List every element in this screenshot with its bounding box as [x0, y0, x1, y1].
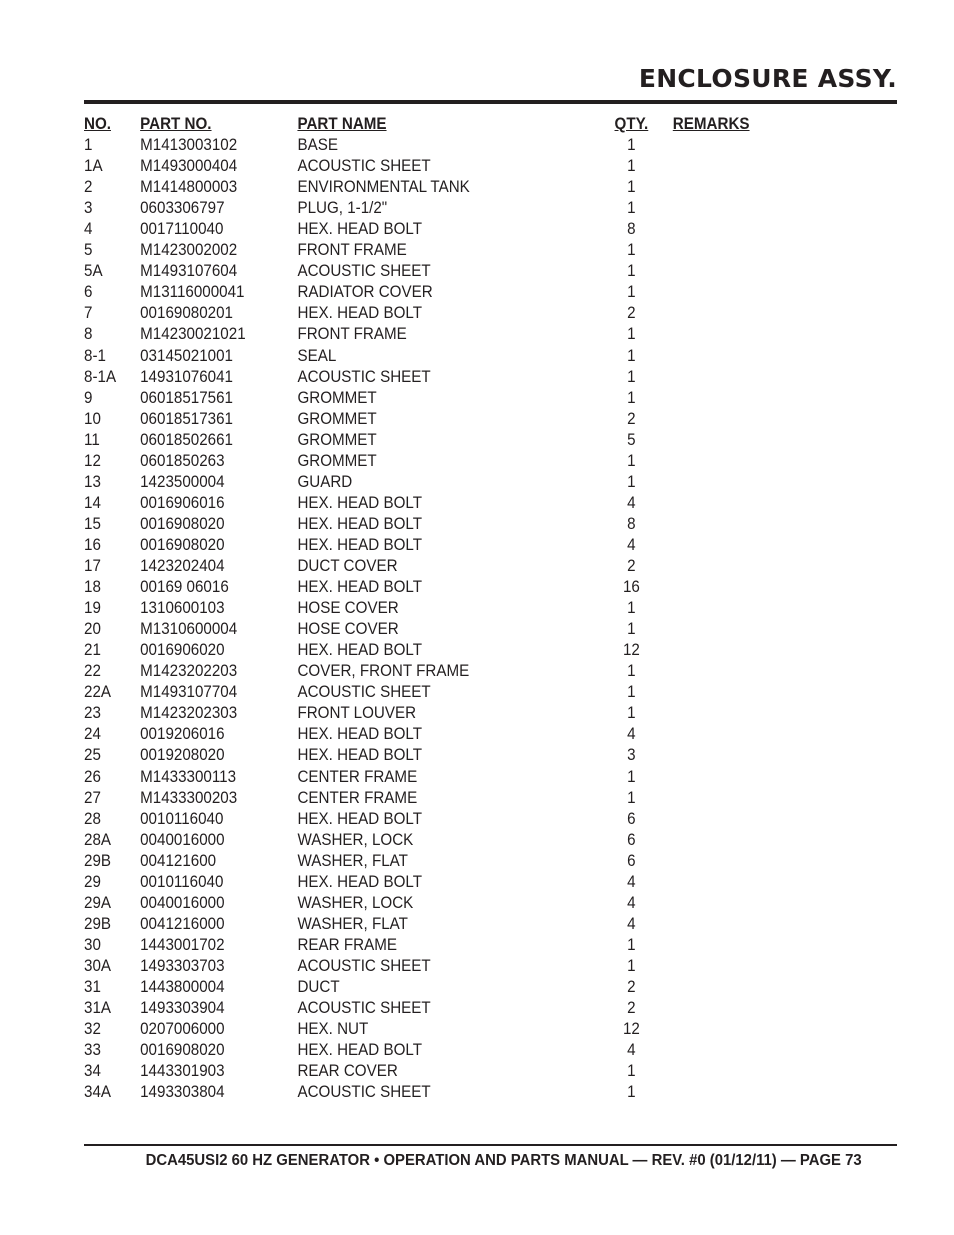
- row-part-no: 0016906020: [140, 641, 225, 660]
- row-no: 2: [84, 178, 93, 197]
- row-no: 7: [84, 304, 93, 323]
- row-qty: 4: [627, 893, 636, 912]
- row-part-name: FRONT LOUVER: [297, 704, 417, 723]
- row-qty: 1: [627, 599, 636, 618]
- header-no: NO.: [84, 115, 111, 133]
- row-no: 22: [84, 662, 101, 681]
- row-part-name: SEAL: [297, 346, 337, 365]
- row-qty: 1: [627, 788, 636, 807]
- row-no: 30A: [84, 956, 112, 975]
- row-part-no: 06018502661: [140, 430, 233, 449]
- row-no: 15: [84, 514, 101, 533]
- row-part-name: ACOUSTIC SHEET: [297, 367, 431, 386]
- row-part-name: DUCT: [297, 978, 340, 996]
- row-part-name: ACOUSTIC SHEET: [297, 1083, 431, 1102]
- row-qty: 1: [627, 388, 636, 407]
- row-no: 1A: [84, 157, 103, 176]
- row-no: 8: [84, 325, 93, 344]
- row-part-no: 0016908020: [140, 514, 225, 533]
- row-no: 18: [84, 578, 101, 597]
- row-part-name: ACOUSTIC SHEET: [297, 683, 431, 702]
- row-no: 20: [84, 620, 101, 639]
- row-part-name: ACOUSTIC SHEET: [297, 999, 431, 1018]
- row-part-name: ENVIRONMENTAL TANK: [297, 178, 470, 197]
- row-part-no: M1423002002: [140, 241, 238, 260]
- row-part-name: HEX. NUT: [297, 1020, 369, 1039]
- row-qty: 3: [627, 746, 636, 765]
- row-part-no: M1433300203: [140, 788, 238, 807]
- row-part-no: 00169 06016: [140, 578, 229, 597]
- row-part-name: REAR COVER: [297, 1062, 398, 1081]
- row-part-no: 1443800004: [140, 978, 225, 996]
- row-qty: 2: [627, 557, 636, 575]
- row-qty: 1: [627, 199, 636, 218]
- row-part-name: WASHER, LOCK: [297, 893, 414, 912]
- row-part-no: M1310600004: [140, 620, 238, 639]
- row-no: 1: [84, 136, 93, 154]
- row-part-name: HEX. HEAD BOLT: [297, 1041, 423, 1060]
- row-part-name: REAR FRAME: [297, 935, 397, 954]
- row-part-name: DUCT COVER: [297, 557, 398, 575]
- row-part-name: HOSE COVER: [297, 599, 399, 618]
- row-part-name: ACOUSTIC SHEET: [297, 262, 431, 281]
- row-part-no: 00169080201: [140, 304, 233, 323]
- row-qty: 5: [627, 430, 636, 449]
- row-part-no: M13116000041: [140, 283, 245, 302]
- row-part-name: HEX. HEAD BOLT: [297, 578, 423, 597]
- row-part-no: 0040016000: [140, 830, 225, 849]
- row-part-no: M1433300113: [140, 767, 237, 786]
- row-part-name: HEX. HEAD BOLT: [297, 220, 423, 239]
- row-qty: 6: [627, 851, 636, 870]
- row-part-name: WASHER, LOCK: [297, 830, 414, 849]
- row-qty: 1: [627, 935, 636, 954]
- row-part-no: M1423202303: [140, 704, 238, 723]
- row-no: 31: [84, 978, 101, 996]
- row-part-name: GUARD: [297, 472, 353, 491]
- row-no: 3: [84, 199, 93, 218]
- row-qty: 1: [627, 157, 636, 176]
- row-no: 13: [84, 472, 101, 491]
- row-part-name: FRONT FRAME: [297, 325, 407, 344]
- row-no: 22A: [84, 683, 112, 702]
- row-no: 30: [84, 935, 101, 954]
- row-qty: 1: [627, 683, 636, 702]
- row-no: 28A: [84, 830, 112, 849]
- row-part-name: HEX. HEAD BOLT: [297, 514, 423, 533]
- row-no: 32: [84, 1020, 101, 1039]
- header-part-no: PART NO.: [140, 115, 212, 133]
- row-qty: 1: [627, 620, 636, 639]
- row-qty: 2: [627, 999, 636, 1018]
- row-qty: 1: [627, 956, 636, 975]
- row-no: 24: [84, 725, 101, 744]
- row-part-no: 0041216000: [140, 914, 225, 933]
- row-part-name: GROMMET: [297, 451, 377, 470]
- row-qty: 1: [627, 178, 636, 197]
- row-part-name: HEX. HEAD BOLT: [297, 493, 423, 512]
- row-no: 26: [84, 767, 101, 786]
- row-part-name: HEX. HEAD BOLT: [297, 304, 423, 323]
- row-qty: 8: [627, 514, 636, 533]
- row-qty: 1: [627, 472, 636, 491]
- row-qty: 12: [622, 1020, 640, 1039]
- row-qty: 12: [622, 641, 640, 660]
- row-part-no: 1423202404: [140, 557, 225, 575]
- row-part-no: M1493000404: [140, 157, 238, 176]
- row-qty: 1: [627, 1062, 636, 1081]
- header-qty: QTY.: [614, 115, 649, 133]
- header-part-name: PART NAME: [297, 115, 387, 133]
- row-qty: 1: [627, 346, 636, 365]
- row-no: 29: [84, 872, 101, 891]
- header-rule: [84, 100, 897, 104]
- row-part-no: M1423202203: [140, 662, 238, 681]
- row-part-name: CENTER FRAME: [297, 767, 418, 786]
- row-part-name: GROMMET: [297, 430, 377, 449]
- row-part-no: 1443001702: [140, 935, 225, 954]
- row-no: 33: [84, 1041, 101, 1060]
- row-qty: 1: [627, 241, 636, 260]
- row-qty: 1: [627, 136, 636, 154]
- row-part-no: M1493107704: [140, 683, 238, 702]
- row-part-name: HOSE COVER: [297, 620, 399, 639]
- row-part-no: 1493303703: [140, 956, 225, 975]
- row-part-name: COVER, FRONT FRAME: [297, 662, 470, 681]
- row-no: 9: [84, 388, 93, 407]
- row-no: 10: [84, 409, 101, 428]
- row-part-name: HEX. HEAD BOLT: [297, 872, 423, 891]
- row-no: 17: [84, 557, 101, 575]
- footer-rule: [84, 1144, 897, 1146]
- row-part-no: 0207006000: [140, 1020, 225, 1039]
- row-qty: 4: [627, 872, 636, 891]
- row-part-no: 1310600103: [140, 599, 225, 618]
- row-part-no: 1423500004: [140, 472, 225, 491]
- row-no: 4: [84, 220, 93, 239]
- row-no: 19: [84, 599, 101, 618]
- row-part-name: PLUG, 1-1/2": [297, 199, 388, 218]
- row-part-no: 0601850263: [140, 451, 225, 470]
- row-qty: 2: [627, 409, 636, 428]
- row-part-no: 004121600: [140, 851, 217, 870]
- row-qty: 1: [627, 704, 636, 723]
- row-no: 29B: [84, 851, 112, 870]
- row-no: 8-1: [84, 346, 106, 365]
- row-part-no: M1414800003: [140, 178, 238, 197]
- row-qty: 4: [627, 535, 636, 554]
- row-qty: 2: [627, 304, 636, 323]
- row-qty: 1: [627, 283, 636, 302]
- row-part-name: HEX. HEAD BOLT: [297, 809, 423, 828]
- row-no: 5A: [84, 262, 103, 281]
- row-no: 16: [84, 535, 101, 554]
- row-qty: 1: [627, 451, 636, 470]
- row-qty: 1: [627, 325, 636, 344]
- row-qty: 1: [627, 662, 636, 681]
- row-qty: 4: [627, 914, 636, 933]
- row-part-name: CENTER FRAME: [297, 788, 418, 807]
- row-part-no: M1413003102: [140, 136, 238, 154]
- row-part-name: HEX. HEAD BOLT: [297, 725, 423, 744]
- row-no: 34: [84, 1062, 101, 1081]
- row-part-no: 1493303804: [140, 1083, 225, 1102]
- row-part-name: WASHER, FLAT: [297, 851, 408, 870]
- row-qty: 1: [627, 1083, 636, 1102]
- row-part-name: GROMMET: [297, 388, 377, 407]
- row-qty: 1: [627, 367, 636, 386]
- row-part-no: 06018517361: [140, 409, 233, 428]
- row-part-name: HEX. HEAD BOLT: [297, 746, 423, 765]
- row-no: 29B: [84, 914, 112, 933]
- row-part-no: 06018517561: [140, 388, 233, 407]
- page-title: ENCLOSURE ASSY.: [638, 64, 897, 93]
- row-no: 5: [84, 241, 93, 260]
- header-remarks: REMARKS: [672, 115, 750, 133]
- row-no: 11: [84, 430, 100, 449]
- row-qty: 4: [627, 493, 636, 512]
- row-part-name: ACOUSTIC SHEET: [297, 956, 431, 975]
- row-part-no: 0019206016: [140, 725, 225, 744]
- row-part-no: 0016908020: [140, 1041, 225, 1060]
- row-qty: 2: [627, 978, 636, 996]
- row-qty: 4: [627, 1041, 636, 1060]
- row-qty: 16: [622, 578, 640, 597]
- row-qty: 1: [627, 262, 636, 281]
- row-no: 6: [84, 283, 93, 302]
- row-part-name: RADIATOR COVER: [297, 283, 433, 302]
- row-part-no: 1493303904: [140, 999, 225, 1018]
- row-qty: 6: [627, 830, 636, 849]
- row-part-no: 0010116040: [140, 809, 224, 828]
- row-part-name: WASHER, FLAT: [297, 914, 408, 933]
- row-no: 31A: [84, 999, 112, 1018]
- row-no: 28: [84, 809, 101, 828]
- row-part-name: BASE: [297, 136, 338, 154]
- row-qty: 8: [627, 220, 636, 239]
- row-no: 25: [84, 746, 101, 765]
- row-qty: 1: [627, 767, 636, 786]
- row-part-name: ACOUSTIC SHEET: [297, 157, 431, 176]
- row-part-name: GROMMET: [297, 409, 377, 428]
- row-part-name: FRONT FRAME: [297, 241, 407, 260]
- row-part-no: 0016906016: [140, 493, 225, 512]
- row-part-no: 0010116040: [140, 872, 224, 891]
- row-qty: 6: [627, 809, 636, 828]
- row-no: 21: [84, 641, 101, 660]
- row-no: 23: [84, 704, 101, 723]
- row-part-no: 0603306797: [140, 199, 225, 218]
- row-part-no: 0017110040: [140, 220, 224, 239]
- row-part-no: 0040016000: [140, 893, 225, 912]
- row-qty: 4: [627, 725, 636, 744]
- page-footer: DCA45USI2 60 HZ GENERATOR • OPERATION AND PARTS MANUAL — REV. #0 (01/12/11) — PAGE 73: [145, 1152, 862, 1169]
- row-part-name: HEX. HEAD BOLT: [297, 641, 423, 660]
- row-no: 34A: [84, 1083, 112, 1102]
- row-part-no: 03145021001: [140, 346, 233, 365]
- row-no: 29A: [84, 893, 112, 912]
- row-part-no: 14931076041: [140, 367, 233, 386]
- row-part-name: HEX. HEAD BOLT: [297, 535, 423, 554]
- row-no: 27: [84, 788, 101, 807]
- row-no: 12: [84, 451, 101, 470]
- row-part-no: 1443301903: [140, 1062, 225, 1081]
- row-part-no: 0019208020: [140, 746, 225, 765]
- row-part-no: 0016908020: [140, 535, 225, 554]
- row-part-no: M14230021021: [140, 325, 246, 344]
- row-part-no: M1493107604: [140, 262, 238, 281]
- row-no: 8-1A: [84, 367, 117, 386]
- row-no: 14: [84, 493, 101, 512]
